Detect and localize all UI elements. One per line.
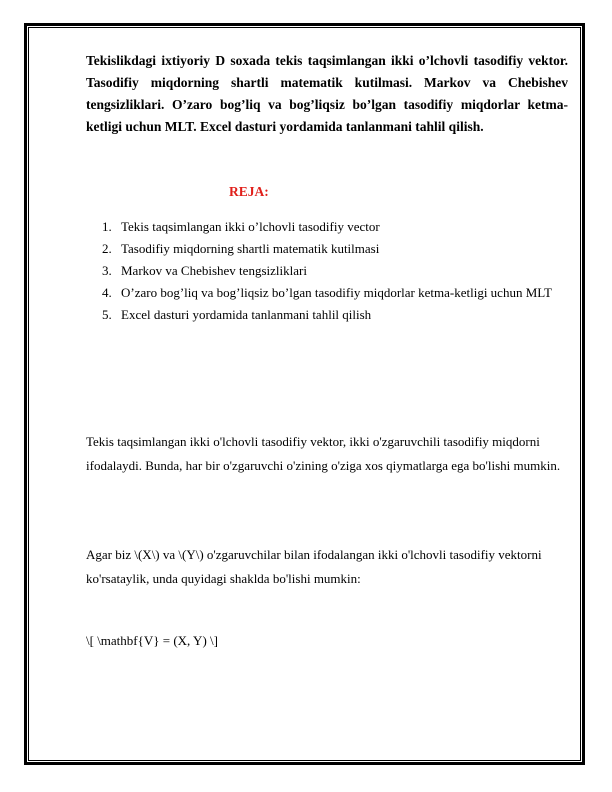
plan-item-number: 1. — [102, 219, 112, 234]
paragraph-vector: Agar biz \(X\) va \(Y\) o'zgaruvchilar bilan ifodalangan ikki o'lchovli tasodifiy vektorni ko'rsataylik, unda quyidagi shaklda bo'lishi mumkin: — [86, 547, 542, 586]
plan-item-text: O’zaro bog’liq va bog’liqsiz bo’lgan tasodifiy miqdorlar ketma-ketligi uchun MLT — [121, 285, 552, 300]
plan-item-number: 4. — [102, 285, 112, 300]
plan-item — [86, 304, 568, 326]
plan-item-number: 2. — [102, 241, 112, 256]
plan-item-number: 3. — [102, 263, 112, 278]
plan-item — [86, 238, 568, 260]
plan-item — [86, 260, 568, 282]
document-title: Tekislikdagi ixtiyoriy D soxada tekis taqsimlangan ikki o’lchovli tasodifiy vektor. Tasodifiy miqdorning shartli matematik kutilmasi. Markov va Chebishev tengsizliklari. O’zaro bog’liq va bog’liqsiz bo’lgan tasodifiy miqdorlar ketma-ketligi uchun MLT. Excel dasturi yordamida tanlanmani tahlil qilish. — [86, 53, 568, 134]
plan-item-text: Tekis taqsimlangan ikki o’lchovli tasodifiy vector — [121, 219, 380, 234]
plan-item-number: 5. — [102, 307, 112, 322]
plan-item-text: Markov va Chebishev tengsizliklari — [121, 263, 307, 278]
plan-list — [86, 216, 568, 326]
plan-item-text: Excel dasturi yordamida tanlanmani tahlil qilish — [121, 307, 372, 322]
plan-item — [86, 216, 568, 238]
plan-item — [86, 282, 568, 304]
plan-item-text: Tasodifiy miqdorning shartli matematik kutilmasi — [121, 241, 380, 256]
plan-heading: REJA: — [229, 184, 269, 199]
formula-line: \[ \mathbf{V} = (X, Y) \] — [86, 633, 218, 648]
paragraph-intro: Tekis taqsimlangan ikki o'lchovli tasodifiy vektor, ikki o'zgaruvchili tasodifiy miqdorni ifodalaydi. Bunda, har bir o'zgaruvchi o'zining o'ziga xos qiymatlarga ega bo'lishi mumkin. — [86, 434, 561, 473]
